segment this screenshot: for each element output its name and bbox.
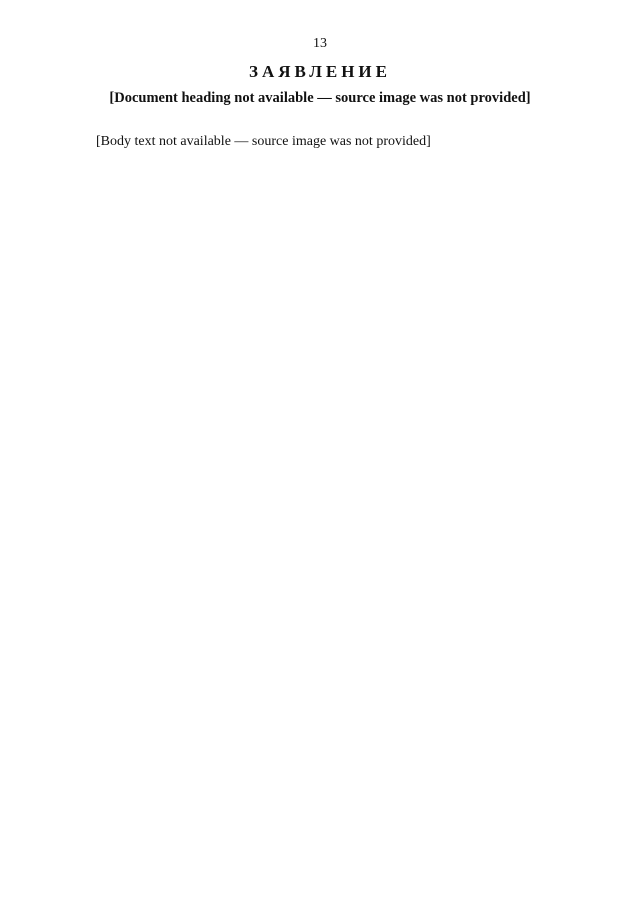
document-title: ЗАЯВЛЕНИЕ [248,62,391,81]
document-body-paragraph: [Body text not available — source image was not provided] [96,134,431,150]
document-subtitle: [Document heading not available — source image was not provided] [109,90,531,106]
page-number: 13 [313,36,327,51]
